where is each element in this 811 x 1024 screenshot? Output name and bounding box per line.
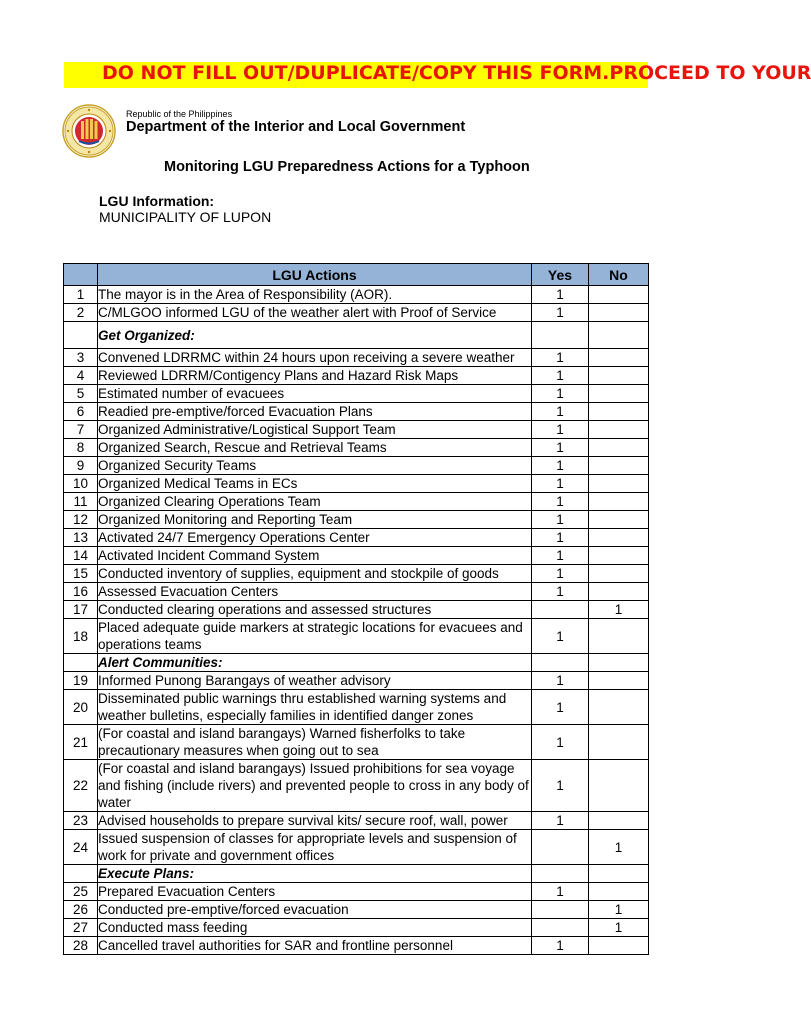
no-cell: 1 [589,919,649,937]
table-row [64,672,649,690]
section-row [64,322,649,349]
no-cell [589,865,649,883]
action-cell: Cancelled travel authorities for SAR and frontline personnel [98,937,532,955]
table-row [64,830,649,865]
yes-cell: 1 [532,286,589,304]
num-cell: 14 [64,547,98,565]
yes-cell: 1 [532,457,589,475]
yes-cell: 1 [532,349,589,367]
table-row [64,475,649,493]
table-row [64,760,649,812]
no-cell [589,457,649,475]
table-row [64,601,649,619]
num-cell: 28 [64,937,98,955]
section-row [64,654,649,672]
yes-cell: 1 [532,439,589,457]
action-cell: Organized Administrative/Logistical Support Team [98,421,532,439]
num-cell: 13 [64,529,98,547]
yes-cell [532,322,589,349]
no-cell: 1 [589,830,649,865]
action-cell: Conducted inventory of supplies, equipment and stockpile of goods [98,565,532,583]
table-row [64,812,649,830]
action-cell: (For coastal and island barangays) Warned fisherfolks to take precautionary measures when going out to sea [98,725,532,760]
action-cell: Organized Search, Rescue and Retrieval Teams [98,439,532,457]
no-cell [589,883,649,901]
num-cell [64,654,98,672]
yes-cell: 1 [532,725,589,760]
action-cell: Readied pre-emptive/forced Evacuation Plans [98,403,532,421]
yes-cell: 1 [532,883,589,901]
no-cell [589,349,649,367]
table-row [64,547,649,565]
table-row [64,725,649,760]
table-row [64,385,649,403]
table-row [64,493,649,511]
table-row [64,511,649,529]
no-cell [589,367,649,385]
section-row [64,865,649,883]
no-cell: 1 [589,901,649,919]
num-cell: 25 [64,883,98,901]
actions-header: LGU Actions [98,264,532,286]
no-cell [589,529,649,547]
yes-cell: 1 [532,672,589,690]
num-cell [64,865,98,883]
table-row [64,690,649,725]
action-cell: Issued suspension of classes for appropriate levels and suspension of work for private and government offices [98,830,532,865]
action-cell: Activated Incident Command System [98,547,532,565]
num-cell: 26 [64,901,98,919]
table-row [64,439,649,457]
action-cell: Disseminated public warnings thru established warning systems and weather bulletins, especially families in identified danger zones [98,690,532,725]
dilg-seal-logo [62,104,116,158]
yes-cell: 1 [532,812,589,830]
num-cell: 11 [64,493,98,511]
no-cell [589,475,649,493]
num-cell: 9 [64,457,98,475]
action-cell: Advised households to prepare survival kits/ secure roof, wall, power [98,812,532,830]
yes-cell [532,901,589,919]
table-row [64,883,649,901]
table-row [64,304,649,322]
num-cell: 2 [64,304,98,322]
num-cell: 10 [64,475,98,493]
num-cell: 1 [64,286,98,304]
no-cell [589,619,649,654]
action-cell: Assessed Evacuation Centers [98,583,532,601]
num-cell: 3 [64,349,98,367]
action-cell: Estimated number of evacuees [98,385,532,403]
no-cell [589,565,649,583]
no-cell [589,322,649,349]
table-row [64,565,649,583]
yes-cell [532,865,589,883]
no-cell [589,690,649,725]
table-row [64,367,649,385]
form-title: Monitoring LGU Preparedness Actions for a Typhoon [164,159,530,175]
action-cell: (For coastal and island barangays) Issued prohibitions for sea voyage and fishing (include rivers) and prevented people to cross in any body of water [98,760,532,812]
num-cell: 4 [64,367,98,385]
table-row [64,901,649,919]
warning-banner-text: DO NOT FILL OUT/DUPLICATE/COPY THIS FORM.PROCEED TO YOUR [102,62,811,84]
warning-banner [64,62,811,88]
yes-cell: 1 [532,475,589,493]
num-cell: 21 [64,725,98,760]
yes-cell: 1 [532,304,589,322]
action-cell: Organized Medical Teams in ECs [98,475,532,493]
num-cell: 24 [64,830,98,865]
yes-cell [532,601,589,619]
yes-cell: 1 [532,385,589,403]
num-cell: 23 [64,812,98,830]
action-cell: Conducted pre-emptive/forced evacuation [98,901,532,919]
action-cell: Reviewed LDRRM/Contigency Plans and Hazard Risk Maps [98,367,532,385]
action-cell: Get Organized: [98,322,532,349]
yes-cell: 1 [532,367,589,385]
table-row [64,619,649,654]
action-cell: Prepared Evacuation Centers [98,883,532,901]
num-cell: 16 [64,583,98,601]
yes-cell: 1 [532,583,589,601]
num-cell: 5 [64,385,98,403]
no-cell [589,304,649,322]
no-cell [589,385,649,403]
no-header: No [589,264,649,286]
table-row [64,457,649,475]
no-cell [589,421,649,439]
no-cell [589,654,649,672]
yes-cell: 1 [532,690,589,725]
action-cell: Alert Communities: [98,654,532,672]
num-cell: 17 [64,601,98,619]
yes-cell: 1 [532,547,589,565]
num-cell: 7 [64,421,98,439]
num-cell [64,322,98,349]
republic-label: Republic of the Philippines [126,109,233,119]
yes-cell: 1 [532,619,589,654]
action-cell: C/MLGOO informed LGU of the weather alert with Proof of Service [98,304,532,322]
no-cell [589,511,649,529]
table-row [64,286,649,304]
yes-cell [532,919,589,937]
no-cell [589,725,649,760]
num-cell: 12 [64,511,98,529]
no-cell [589,286,649,304]
department-name: Department of the Interior and Local Government [126,119,466,135]
action-cell: Organized Security Teams [98,457,532,475]
table-row [64,583,649,601]
no-cell [589,547,649,565]
num-header [64,264,98,286]
action-cell: Conducted clearing operations and assessed structures [98,601,532,619]
yes-cell: 1 [532,529,589,547]
action-cell: Activated 24/7 Emergency Operations Center [98,529,532,547]
lgu-name: MUNICIPALITY OF LUPON [99,209,272,225]
no-cell [589,812,649,830]
action-cell: Convened LDRRMC within 24 hours upon receiving a severe weather [98,349,532,367]
num-cell: 18 [64,619,98,654]
table-row [64,403,649,421]
no-cell [589,760,649,812]
num-cell: 19 [64,672,98,690]
no-cell: 1 [589,601,649,619]
num-cell: 8 [64,439,98,457]
yes-cell: 1 [532,937,589,955]
table-row [64,421,649,439]
num-cell: 20 [64,690,98,725]
action-cell: Conducted mass feeding [98,919,532,937]
yes-header: Yes [532,264,589,286]
yes-cell: 1 [532,760,589,812]
action-cell: The mayor is in the Area of Responsibility (AOR). [98,286,532,304]
table-row [64,529,649,547]
action-cell: Execute Plans: [98,865,532,883]
yes-cell: 1 [532,421,589,439]
no-cell [589,937,649,955]
num-cell: 22 [64,760,98,812]
no-cell [589,493,649,511]
action-cell: Informed Punong Barangays of weather advisory [98,672,532,690]
no-cell [589,439,649,457]
preparedness-table [63,263,649,955]
table-row [64,349,649,367]
num-cell: 6 [64,403,98,421]
yes-cell: 1 [532,403,589,421]
table-header-row [64,264,649,286]
no-cell [589,672,649,690]
no-cell [589,583,649,601]
yes-cell [532,654,589,672]
yes-cell: 1 [532,493,589,511]
yes-cell [532,830,589,865]
yes-cell: 1 [532,511,589,529]
table-row [64,919,649,937]
num-cell: 27 [64,919,98,937]
lgu-info-label: LGU Information: [99,193,215,209]
action-cell: Placed adequate guide markers at strategic locations for evacuees and operations teams [98,619,532,654]
no-cell [589,403,649,421]
num-cell: 15 [64,565,98,583]
table-row [64,937,649,955]
action-cell: Organized Clearing Operations Team [98,493,532,511]
action-cell: Organized Monitoring and Reporting Team [98,511,532,529]
yes-cell: 1 [532,565,589,583]
